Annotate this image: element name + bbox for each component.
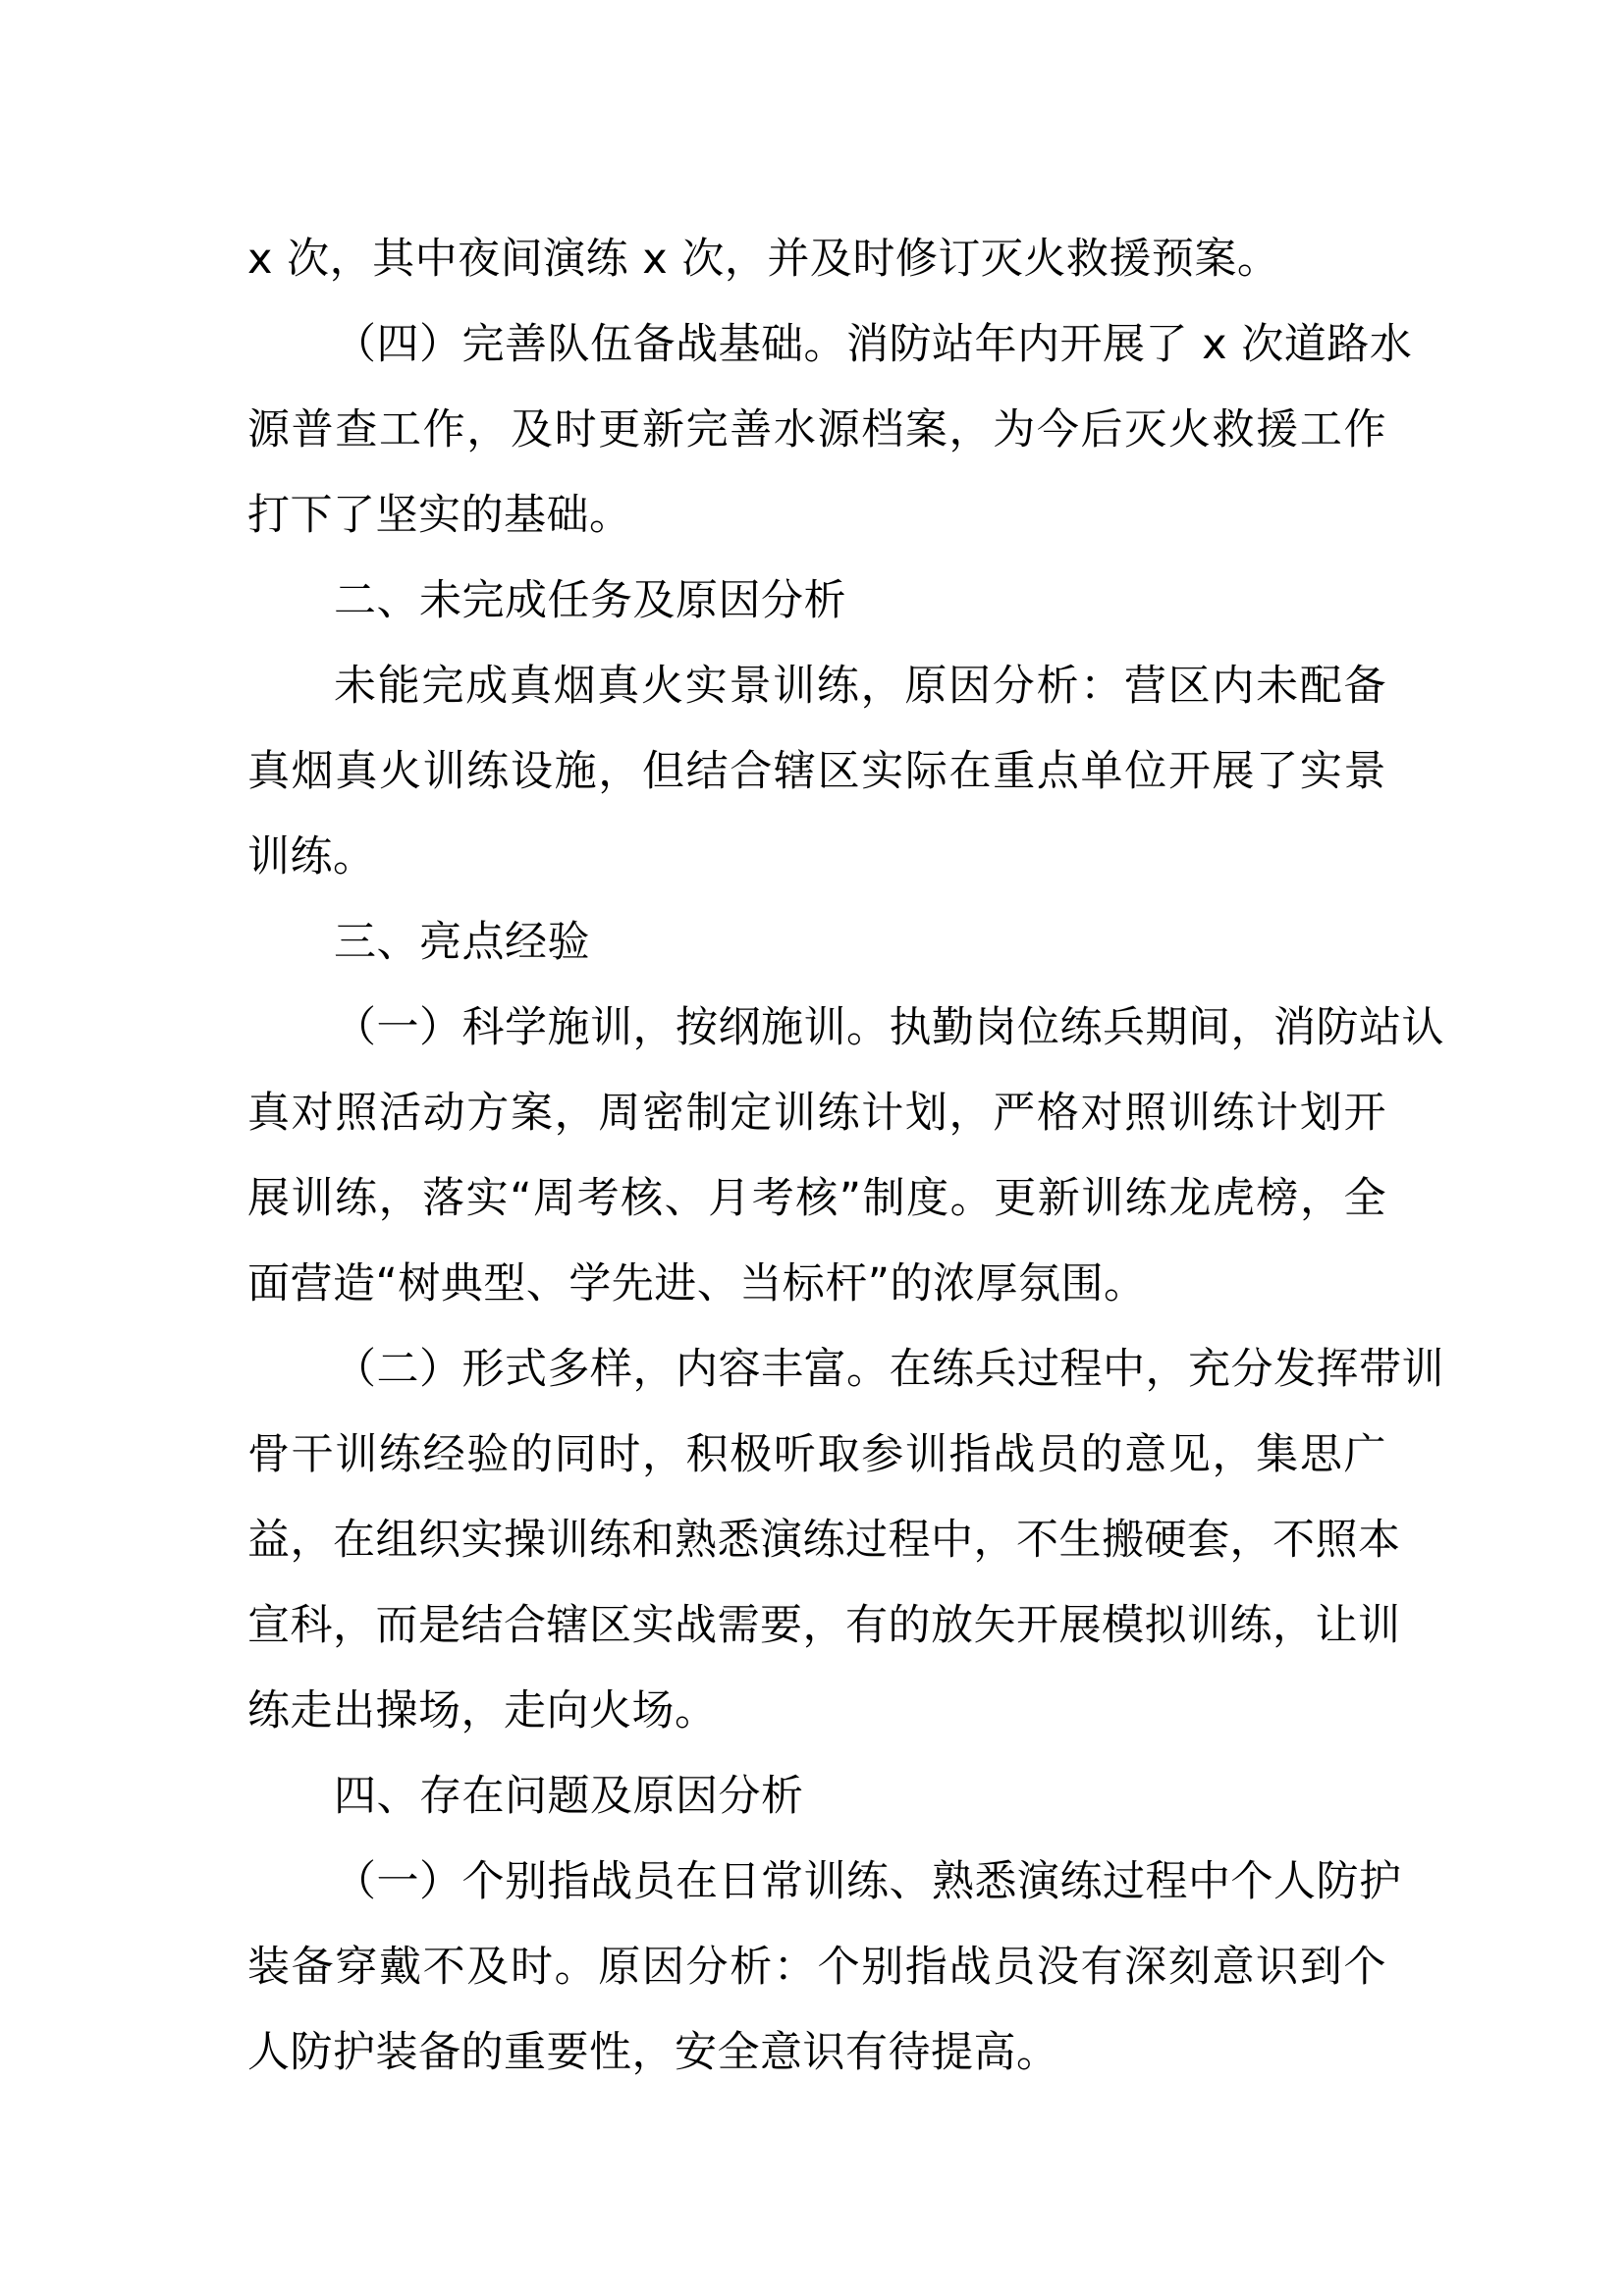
- section-heading-4: 四、存在问题及原因分析: [334, 1772, 804, 1821]
- paragraph-line: 训练。: [247, 832, 376, 881]
- section-heading-3: 三、亮点经验: [334, 918, 590, 967]
- paragraph-line: 练走出操场，走向火场。: [247, 1686, 718, 1735]
- paragraph-line-item-2: （二）形式多样，内容丰富。在练兵过程中，充分发挥带训: [334, 1345, 1444, 1394]
- paragraph-line-item-1: （一）个别指战员在日常训练、熟悉演练过程中个人防护: [334, 1857, 1402, 1906]
- paragraph-line-item-4: （四）完善队伍备战基础。消防站年内开展了 x 次道路水: [334, 320, 1413, 369]
- paragraph-line: 宣科，而是结合辖区实战需要，有的放矢开展模拟训练，让训: [247, 1601, 1401, 1650]
- paragraph-line: 面营造“树典型、学先进、当标杆”的浓厚氛围。: [247, 1259, 1147, 1308]
- section-heading-2: 二、未完成任务及原因分析: [334, 576, 846, 625]
- paragraph-line: 骨干训练经验的同时，积极听取参训指战员的意见，集思广: [247, 1430, 1386, 1479]
- paragraph-line-continuation: x 次，其中夜间演练 x 次，并及时修订灭火救援预案。: [247, 235, 1280, 284]
- paragraph-line: 源普查工作，及时更新完善水源档案，为今后灭火救援工作: [247, 405, 1386, 454]
- paragraph-line: 益，在组织实操训练和熟悉演练过程中，不生搬硬套，不照本: [247, 1516, 1401, 1565]
- paragraph-line: 真烟真火训练设施，但结合辖区实际在重点单位开展了实景: [247, 747, 1386, 796]
- paragraph-line: 真对照活动方案，周密制定训练计划，严格对照训练计划开: [247, 1089, 1386, 1138]
- paragraph-line: 未能完成真烟真火实景训练，原因分析：营区内未配备: [334, 662, 1386, 711]
- paragraph-line-item-1: （一）科学施训，按纲施训。执勤岗位练兵期间，消防站认: [334, 1003, 1444, 1052]
- paragraph-line: 装备穿戴不及时。原因分析：个别指战员没有深刻意识到个: [247, 1943, 1386, 1992]
- paragraph-line: 人防护装备的重要性，安全意识有待提高。: [247, 2028, 1059, 2077]
- paragraph-line: 展训练，落实“周考核、月考核”制度。更新训练龙虎榜，全: [247, 1174, 1386, 1223]
- paragraph-line: 打下了坚实的基础。: [247, 491, 632, 540]
